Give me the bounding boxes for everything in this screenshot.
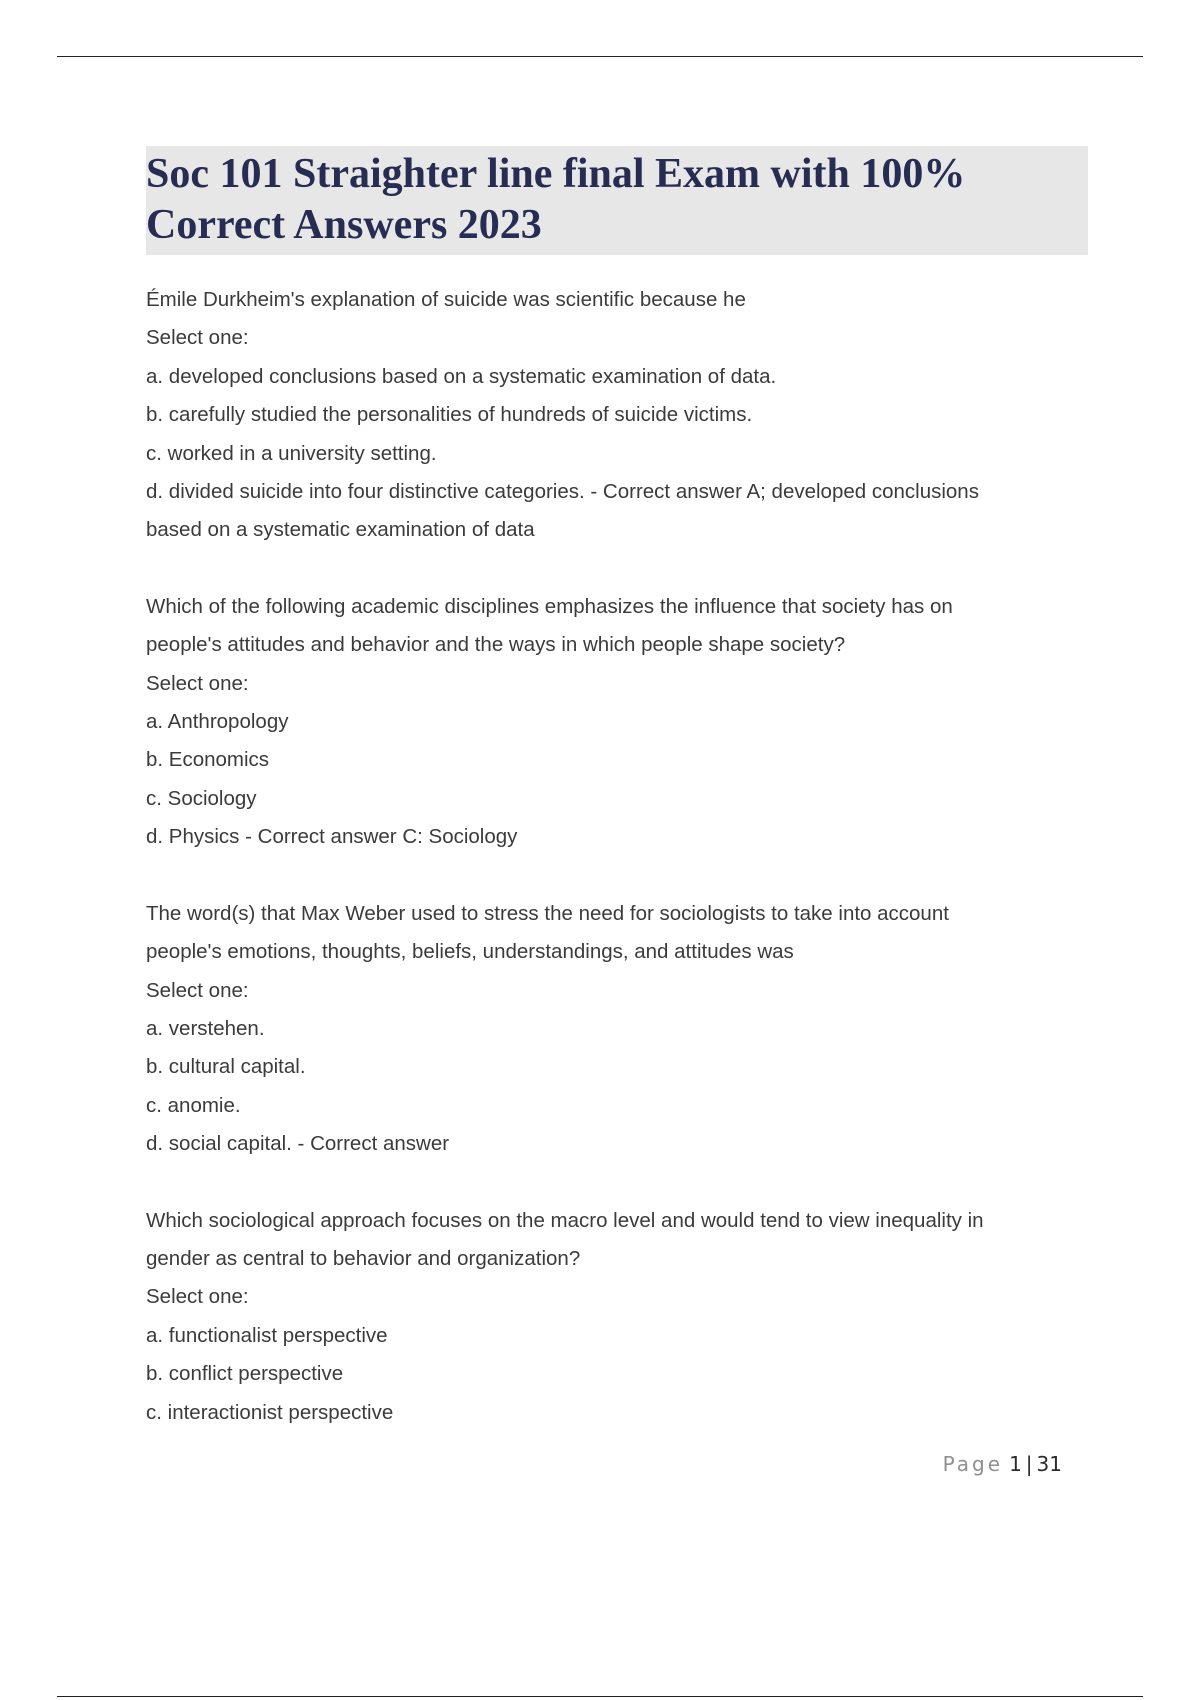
- answer-option: b. conflict perspective: [146, 1362, 344, 1386]
- top-rule: [57, 56, 1143, 57]
- answer-option: d. divided suicide into four distinctive categories. - Correct answer A; developed conclusions: [146, 480, 979, 504]
- select-one-label: Select one:: [146, 978, 249, 1002]
- page-label: Page: [942, 1452, 1004, 1476]
- question-text: Émile Durkheim's explanation of suicide was scientific because he: [146, 288, 746, 311]
- question-block: [146, 895, 1088, 1164]
- question-text: people's emotions, thoughts, beliefs, understandings, and attitudes was: [146, 940, 794, 964]
- answer-option: a. developed conclusions based on a systematic examination of data.: [146, 364, 777, 388]
- total-pages-number: 31: [1036, 1452, 1062, 1476]
- answer-option: d. social capital. - Correct answer: [146, 1132, 450, 1156]
- page-number-footer: [943, 1452, 1062, 1476]
- title-banner: [146, 146, 1088, 255]
- answer-option: c. worked in a university setting.: [146, 441, 437, 465]
- question-block: [146, 1202, 1088, 1432]
- question-text: people's attitudes and behavior and the ways in which people shape society?: [146, 633, 846, 657]
- select-one-label: Select one:: [146, 326, 249, 350]
- page-content: [146, 146, 1088, 1470]
- document-title: Soc 101 Straighter line final Exam with 100% Correct Answers 2023: [146, 151, 966, 248]
- question-block: [146, 281, 1088, 550]
- answer-option: d. Physics - Correct answer C: Sociology: [146, 825, 518, 849]
- answer-option: b. Economics: [146, 748, 270, 772]
- answer-option: c. anomie.: [146, 1093, 241, 1117]
- question-block: [146, 588, 1088, 857]
- select-one-label: Select one:: [146, 671, 249, 695]
- question-text: Which sociological approach focuses on the macro level and would tend to view inequality in: [146, 1208, 984, 1232]
- answer-option: a. verstehen.: [146, 1016, 265, 1040]
- question-text: The word(s) that Max Weber used to stress the need for sociologists to take into account: [146, 901, 949, 925]
- question-text: Which of the following academic disciplines emphasizes the influence that society has on: [146, 594, 953, 618]
- select-one-label: Select one:: [146, 1285, 249, 1309]
- answer-option: c. Sociology: [146, 786, 257, 810]
- bottom-rule: [57, 1696, 1143, 1697]
- answer-option: c. interactionist perspective: [146, 1400, 394, 1424]
- answer-option: a. functionalist perspective: [146, 1323, 388, 1347]
- answer-continuation: based on a systematic examination of data: [146, 518, 535, 542]
- answer-option: a. Anthropology: [146, 710, 289, 734]
- page-separator: |: [1025, 1452, 1033, 1476]
- question-text: gender as central to behavior and organization?: [146, 1246, 581, 1270]
- current-page-number: 1: [1009, 1452, 1022, 1476]
- answer-option: b. cultural capital.: [146, 1055, 306, 1079]
- answer-option: b. carefully studied the personalities of hundreds of suicide victims.: [146, 403, 753, 427]
